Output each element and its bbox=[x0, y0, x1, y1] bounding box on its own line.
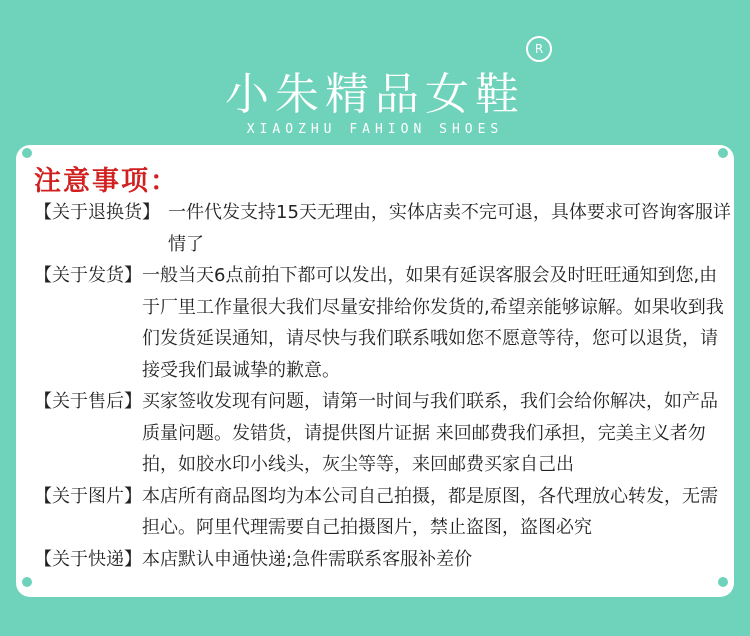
notice-row-courier bbox=[34, 544, 734, 576]
notice-panel bbox=[16, 145, 734, 597]
row-text: 本店所有商品图均为本公司自己拍摄，都是原图，各代理放心转发，无需担心。阿里代理需要自己拍摄图片，禁止盗图，盗图必究 bbox=[142, 485, 718, 538]
row-label: 【关于图片】 bbox=[34, 485, 142, 507]
row-text: 买家签收发现有问题，请第一时间与我们联系，我们会给你解决，如产品质量问题。发错货，请提供图片证据 来回邮费我们承担，完美主义者勿拍，如胶水印小线头，灰尘等等，来回邮费买家自己出 bbox=[142, 391, 718, 475]
row-text: 本店默认申通快递;急件需联系客服补差价 bbox=[142, 548, 473, 570]
row-label: 【关于快递】 bbox=[34, 548, 142, 570]
notice-row-aftersale bbox=[34, 386, 734, 481]
notice-list bbox=[34, 197, 734, 575]
corner-dot-icon bbox=[718, 148, 728, 158]
notice-row-images bbox=[34, 481, 734, 544]
registered-mark: R bbox=[526, 36, 552, 62]
row-label: 【关于发货】 bbox=[34, 265, 142, 286]
row-label: 【关于退换货】 bbox=[34, 202, 160, 223]
corner-dot-icon bbox=[718, 577, 728, 587]
brand-title: 小朱精品女鞋 bbox=[225, 69, 525, 120]
notice-row-shipping bbox=[34, 260, 734, 386]
notice-title: 注意事项： bbox=[34, 166, 179, 197]
corner-dot-icon bbox=[22, 148, 32, 158]
corner-dot-icon bbox=[22, 577, 32, 587]
row-label: 【关于售后】 bbox=[34, 391, 142, 412]
row-text: 一件代发支持15天无理由，实体店卖不完可退，具体要求可咨询客服详情了 bbox=[168, 202, 731, 255]
brand-subtitle: XIAOZHU FAHION SHOES bbox=[246, 122, 504, 137]
row-text: 一般当天6点前拍下都可以发出，如果有延误客服会及时旺旺通知到您,由于厂里工作量很大我们尽量安排给你发货的,希望亲能够谅解。如果收到我们发货延误通知，请尽快与我们联系哦如您不愿意等待，您可以退货，请接受我们最诚挚的歉意。 bbox=[142, 265, 724, 381]
notice-row-returns bbox=[34, 197, 734, 260]
